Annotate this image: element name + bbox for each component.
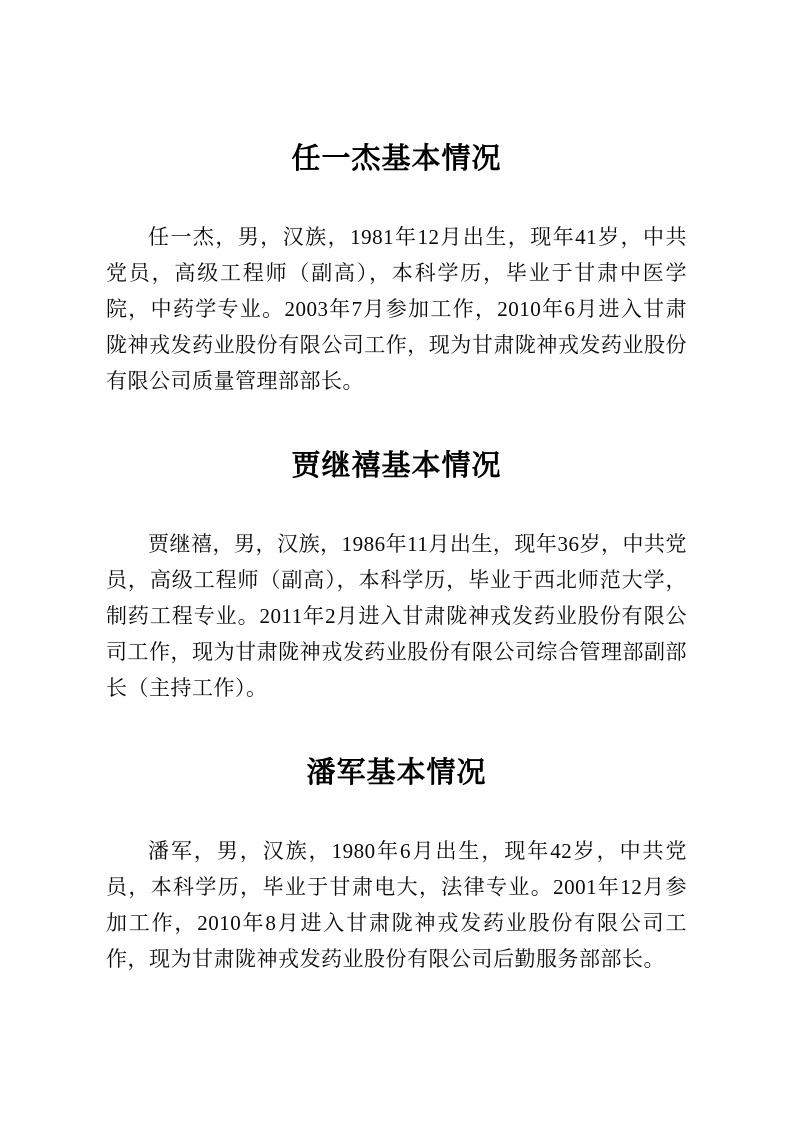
section-title: 潘军基本情况 [306, 757, 487, 789]
section-body-text: 潘军，男，汉族，1980年6月出生，现年42岁，中共党员，本科学历，毕业于甘肃电大，法律专业。2001年12月参加工作，2010年8月进入甘肃陇神戎发药业股份有限公司工作，现为甘肃陇神戎发药业股份有限公司后勤服务部部长。 [106, 839, 687, 971]
profile-section-jia-jixi [106, 449, 687, 706]
profile-section-pan-jun [106, 756, 687, 977]
section-title: 任一杰基本情况 [291, 143, 502, 175]
section-body-text: 任一杰，男，汉族，1981年12月出生，现年41岁，中共党员，高级工程师（副高），本科学历，毕业于甘肃中医学院，中药学专业。2003年7月参加工作，2010年6月进入甘肃陇神戎发药业股份有限公司工作，现为甘肃陇神戎发药业股份有限公司质量管理部部长。 [106, 225, 687, 393]
profile-section-ren-yijie [106, 142, 687, 399]
section-body-text: 贾继禧，男，汉族，1986年11月出生，现年36岁，中共党员，高级工程师（副高），本科学历，毕业于西北师范大学，制药工程专业。2011年2月进入甘肃陇神戎发药业股份有限公司工作，现为甘肃陇神戎发药业股份有限公司综合管理部副部长（主持工作）。 [106, 532, 688, 700]
section-title: 贾继禧基本情况 [291, 450, 502, 482]
